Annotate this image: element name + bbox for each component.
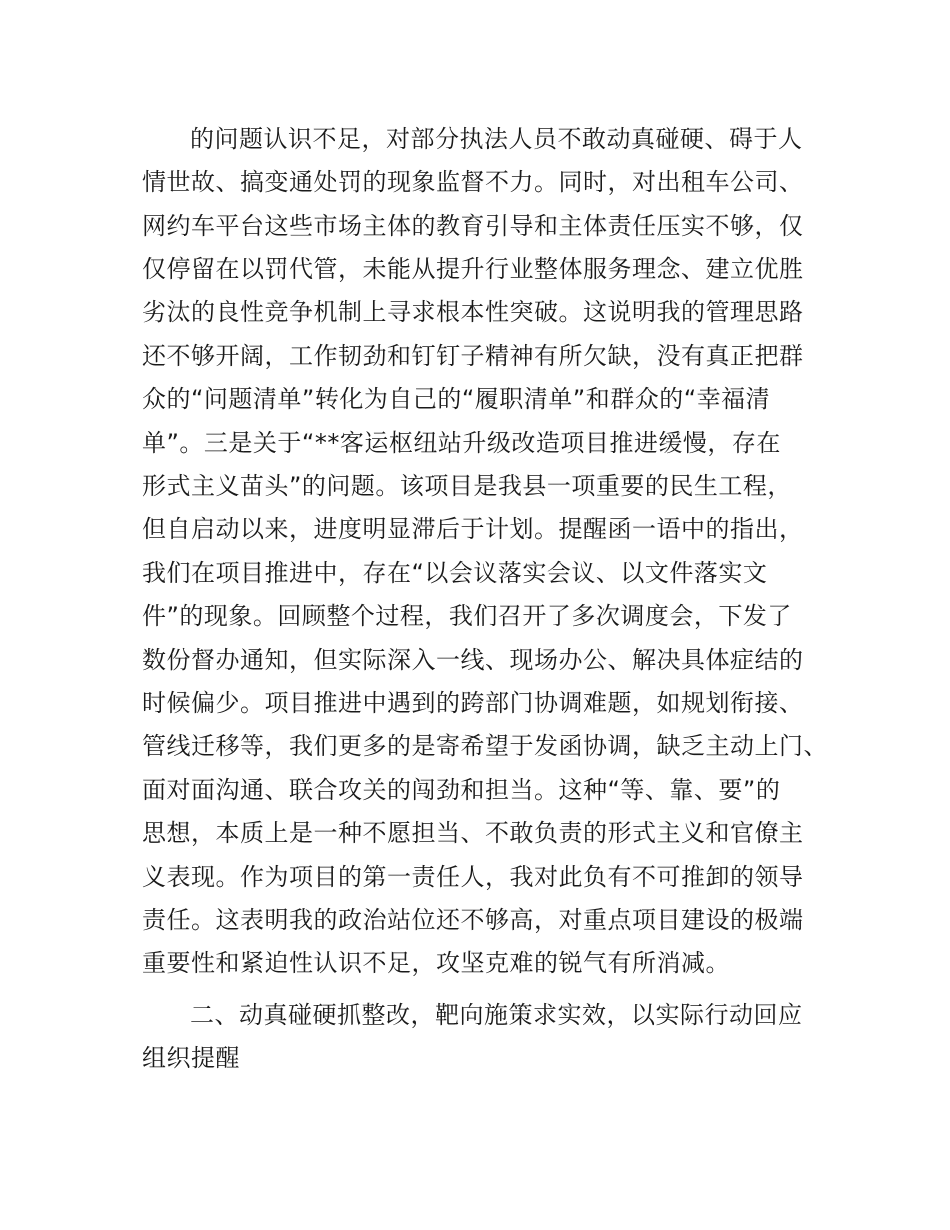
paragraph-line: 责任。这表明我的政治站位还不够高，对重点项目建设的极端 xyxy=(142,906,804,934)
paragraph-line: 时候偏少。项目推进中遇到的跨部门协调难题，如规划衔接、 xyxy=(142,689,804,717)
paragraph-line: 网约车平台这些市场主体的教育引导和主体责任压实不够，仅 xyxy=(142,212,804,240)
paragraph-line: 面对面沟通、联合攻关的闯劲和担当。这种“等、靠、要”的 xyxy=(142,776,781,804)
paragraph-line: 件”的现象。回顾整个过程，我们召开了多次调度会，下发了 xyxy=(142,602,792,630)
paragraph-line: 数份督办通知，但实际深入一线、现场办公、解决具体症结的 xyxy=(142,646,804,674)
paragraph-line: 思想，本质上是一种不愿担当、不敢负责的形式主义和官僚主 xyxy=(142,819,804,847)
paragraph-line: 仅停留在以罚代管，未能从提升行业整体服务理念、建立优胜 xyxy=(142,255,804,283)
section-heading-line: 组织提醒 xyxy=(142,1044,240,1072)
section-heading-line: 二、动真碰硬抓整改，靶向施策求实效，以实际行动回应 xyxy=(190,1001,803,1029)
paragraph-line: 重要性和紧迫性认识不足，攻坚克难的锐气有所消减。 xyxy=(142,949,730,977)
paragraph-line: 我们在项目推进中，存在“以会议落实会议、以文件落实文 xyxy=(142,559,768,587)
paragraph-line: 还不够开阔，工作韧劲和钉钉子精神有所欠缺，没有真正把群 xyxy=(142,342,804,370)
paragraph-line: 单”。三是关于“**客运枢纽站升级改造项目推进缓慢，存在 xyxy=(142,429,781,457)
paragraph-line: 但自启动以来，进度明显滞后于计划。提醒函一语中的指出， xyxy=(142,515,804,543)
paragraph-line: 管线迁移等，我们更多的是寄希望于发函协调，缺乏主动上门、 xyxy=(142,732,828,760)
paragraph-line: 劣汰的良性竞争机制上寻求根本性突破。这说明我的管理思路 xyxy=(142,298,804,326)
paragraph-line: 义表现。作为项目的第一责任人，我对此负有不可推卸的领导 xyxy=(142,863,804,891)
paragraph-line: 情世故、搞变通处罚的现象监督不力。同时，对出租车公司、 xyxy=(142,168,804,196)
paragraph-line: 形式主义苗头”的问题。该项目是我县一项重要的民生工程， xyxy=(142,472,792,500)
paragraph-line: 的问题认识不足，对部分执法人员不敢动真碰硬、碍于人 xyxy=(190,125,803,153)
paragraph-line: 众的“问题清单”转化为自己的“履职清单”和群众的“幸福清 xyxy=(142,385,771,413)
